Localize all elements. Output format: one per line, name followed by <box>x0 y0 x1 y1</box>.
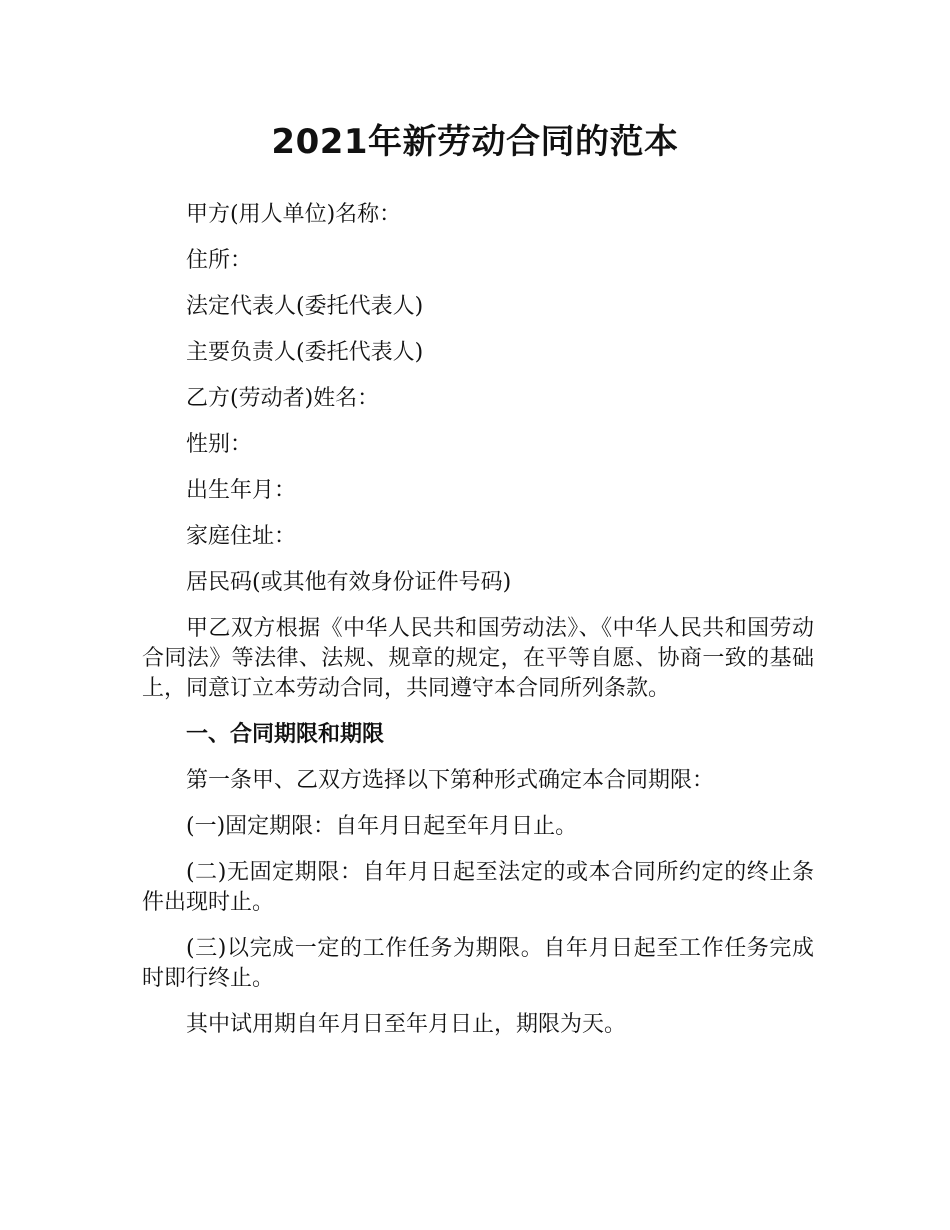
field-home-address: 家庭住址： <box>186 524 297 549</box>
field-legal-representative: 法定代表人(委托代表人) <box>186 294 424 319</box>
field-principal: 主要负责人(委托代表人) <box>186 340 424 365</box>
field-birth-date: 出生年月： <box>186 478 297 503</box>
section-heading: 一、合同期限和期限 <box>186 722 385 747</box>
option-open-term: (二)无固定期限：自年月日起至法定的或本合同所约定的终止条件出现时止。 <box>142 860 814 915</box>
field-id-number: 居民码(或其他有效身份证件号码) <box>186 570 512 595</box>
field-employee-name: 乙方(劳动者)姓名： <box>186 386 380 411</box>
intro-paragraph: 甲乙双方根据《中华人民共和国劳动法》、《中华人民共和国劳动合同法》等法律、法规、规章的规定，在平等自愿、协商一致的基础上，同意订立本劳动合同，共同遵守本合同所列条款。 <box>142 616 814 701</box>
option-fixed-term: (一)固定期限：自年月日起至年月日止。 <box>186 814 578 839</box>
field-employer-name: 甲方(用人单位)名称： <box>186 202 402 227</box>
field-gender: 性别： <box>186 432 253 457</box>
document-title: 2021年新劳动合同的范本 <box>271 122 679 162</box>
article-1: 第一条甲、乙双方选择以下第种形式确定本合同期限： <box>186 768 715 793</box>
field-address: 住所： <box>186 248 253 273</box>
document-body <box>142 200 814 1056</box>
option-task-based-term: (三)以完成一定的工作任务为期限。自年月日起至工作任务完成时即行终止。 <box>142 936 814 991</box>
probation-period: 其中试用期自年月日至年月日止，期限为天。 <box>186 1012 627 1037</box>
